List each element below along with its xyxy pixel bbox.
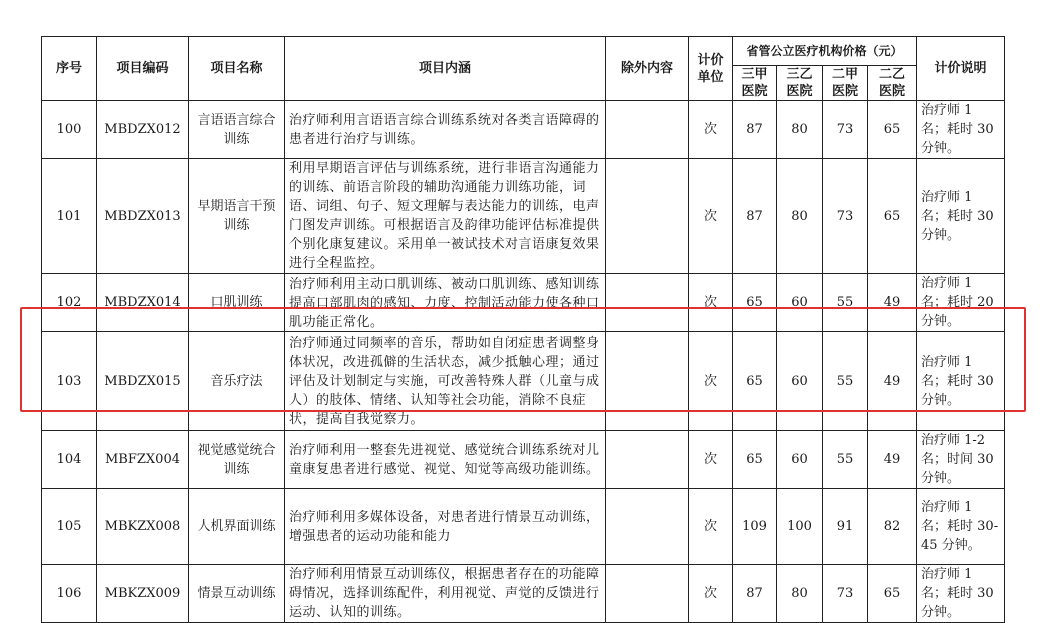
- cell-price-grade1: 87: [733, 565, 777, 623]
- cell-content: 治疗师通过同频率的音乐，帮助如自闭症患者调整身体状况，改进孤僻的生活状态，减少抵触心理；通过评估及计划制定与实施，可改善特殊人群（儿童与成人）的肢体、情绪、认知等社会功能，消除不良症状，提高自我觉察力。: [285, 332, 606, 431]
- cell-note: 治疗师 1 名；耗时 30-45 分钟。: [917, 489, 1005, 565]
- cell-price-grade3: 73: [823, 101, 868, 159]
- table-row: [42, 565, 1005, 623]
- cell-seq: 106: [42, 565, 97, 623]
- header-unit: [689, 37, 733, 101]
- cell-excluded: [606, 431, 689, 489]
- cell-content: 治疗师利用多媒体设备，对患者进行情景互动训练，增强患者的运动功能和能力: [285, 489, 606, 565]
- cell-seq: 101: [42, 159, 97, 274]
- cell-unit: 次: [689, 431, 733, 489]
- cell-price-grade4: 82: [868, 489, 917, 565]
- header-unit-text: 计价单位: [697, 52, 724, 85]
- cell-price-grade2: 80: [777, 159, 823, 274]
- cell-price-grade1: 65: [733, 332, 777, 431]
- cell-excluded: [606, 489, 689, 565]
- header-note: 计价说明: [917, 37, 1005, 101]
- header-grade: [777, 66, 823, 101]
- header-grade: [868, 66, 917, 101]
- header-grade3-text: 二甲医院: [831, 67, 858, 99]
- cell-note: 治疗师 1 名；耗时 30 分钟。: [917, 332, 1005, 431]
- cell-price-grade1: 109: [733, 489, 777, 565]
- cell-excluded: [606, 159, 689, 274]
- cell-seq: 102: [42, 274, 97, 332]
- cell-price-grade1: 65: [733, 274, 777, 332]
- cell-price-grade2: 100: [777, 489, 823, 565]
- table-row: [42, 332, 1005, 431]
- cell-price-grade3: 55: [823, 332, 868, 431]
- cell-unit: 次: [689, 565, 733, 623]
- cell-unit: 次: [689, 101, 733, 159]
- cell-name: 情景互动训练: [189, 565, 285, 623]
- cell-price-grade2: 80: [777, 101, 823, 159]
- cell-unit: 次: [689, 332, 733, 431]
- cell-content: 治疗师利用言语语言综合训练系统对各类言语障碍的患者进行治疗与训练。: [285, 101, 606, 159]
- price-table: [41, 36, 1005, 623]
- cell-unit: 次: [689, 489, 733, 565]
- header-content: 项目内涵: [285, 37, 606, 101]
- cell-content-text: 治疗师利用主动口肌训练、被动口肌训练、感知训练提高口部肌肉的感知、力度、控制活动能力使各种口肌功能正常化。: [289, 276, 600, 330]
- header-price-group: 省管公立医疗机构价格（元）: [733, 37, 917, 66]
- cell-price-grade3: 73: [823, 565, 868, 623]
- cell-price-grade3: 91: [823, 489, 868, 565]
- cell-content: [285, 274, 606, 332]
- cell-price-grade4: 65: [868, 565, 917, 623]
- header-seq: 序号: [42, 37, 97, 101]
- header-grade4-text: 二乙医院: [878, 67, 905, 99]
- cell-unit: 次: [689, 274, 733, 332]
- cell-price-grade2: 60: [777, 274, 823, 332]
- cell-seq: 105: [42, 489, 97, 565]
- cell-code: MBFZX004: [97, 431, 189, 489]
- cell-note: 治疗师 1 名；耗时 30 分钟。: [917, 565, 1005, 623]
- cell-name: 言语语言综合训练: [189, 101, 285, 159]
- cell-note: 治疗师 1 名；耗时 30 分钟。: [917, 159, 1005, 274]
- cell-price-grade3: 73: [823, 159, 868, 274]
- cell-price-grade3: 55: [823, 274, 868, 332]
- cell-code: MBDZX012: [97, 101, 189, 159]
- cell-content: 利用早期语言评估与训练系统，进行非语言沟通能力的训练、前语言阶段的辅助沟通能力训练功能，词语、词组、句子、短文理解与表达能力的训练，电声门图发声训练。可根据语言及韵律功能评估标准提供个别化康复建议。采用单一被试技术对言语康复效果进行全程监控。: [285, 159, 606, 274]
- table-row: [42, 101, 1005, 159]
- cell-price-grade2: 60: [777, 431, 823, 489]
- table-row: [42, 489, 1005, 565]
- cell-content: 治疗师利用情景互动训练仪，根据患者存在的功能障碍情况，选择训练配件，利用视觉、声觉的反馈进行运动、认知的训练。: [285, 565, 606, 623]
- cell-price-grade1: 87: [733, 159, 777, 274]
- cell-code: MBKZX009: [97, 565, 189, 623]
- header-row: [42, 37, 1005, 66]
- cell-name: 人机界面训练: [189, 489, 285, 565]
- header-name: 项目名称: [189, 37, 285, 101]
- cell-name: 早期语言干预训练: [189, 159, 285, 274]
- cell-unit: 次: [689, 159, 733, 274]
- cell-price-grade4: 49: [868, 332, 917, 431]
- header-excluded: 除外内容: [606, 37, 689, 101]
- cell-seq: 103: [42, 332, 97, 431]
- cell-code: MBDZX013: [97, 159, 189, 274]
- cell-seq: 100: [42, 101, 97, 159]
- header-grade: [733, 66, 777, 101]
- table-row: [42, 274, 1005, 332]
- cell-note: 治疗师 1 名；耗时 20 分钟。: [917, 274, 1005, 332]
- header-grade: [823, 66, 868, 101]
- cell-price-grade4: 65: [868, 101, 917, 159]
- header-grade1-text: 三甲医院: [741, 67, 768, 99]
- cell-price-grade3: 55: [823, 431, 868, 489]
- cell-name: 音乐疗法: [189, 332, 285, 431]
- table-row: [42, 431, 1005, 489]
- cell-excluded: [606, 101, 689, 159]
- header-code: 项目编码: [97, 37, 189, 101]
- cell-excluded: [606, 332, 689, 431]
- cell-code: MBDZX014: [97, 274, 189, 332]
- header-grade2-text: 三乙医院: [786, 67, 813, 99]
- cell-price-grade4: 49: [868, 274, 917, 332]
- cell-price-grade2: 80: [777, 565, 823, 623]
- cell-code: MBKZX008: [97, 489, 189, 565]
- cell-code: MBDZX015: [97, 332, 189, 431]
- cell-note-text: 治疗师 1-2 名；时间 30 分钟。: [921, 433, 994, 486]
- cell-price-grade1: 87: [733, 101, 777, 159]
- cell-seq: 104: [42, 431, 97, 489]
- cell-price-grade1: 65: [733, 431, 777, 489]
- cell-price-grade2: 60: [777, 332, 823, 431]
- table-row: [42, 159, 1005, 274]
- cell-excluded: [606, 565, 689, 623]
- cell-note: 治疗师 1 名；耗时 30 分钟。: [917, 101, 1005, 159]
- cell-price-grade4: 65: [868, 159, 917, 274]
- cell-name: 口肌训练: [189, 274, 285, 332]
- cell-excluded: [606, 274, 689, 332]
- cell-name: 视觉感觉统合训练: [189, 431, 285, 489]
- cell-content: 治疗师利用一整套先进视觉、感觉统合训练系统对儿童康复患者进行感觉、视觉、知觉等高级功能训练。: [285, 431, 606, 489]
- cell-note: [917, 431, 1005, 489]
- cell-price-grade4: 49: [868, 431, 917, 489]
